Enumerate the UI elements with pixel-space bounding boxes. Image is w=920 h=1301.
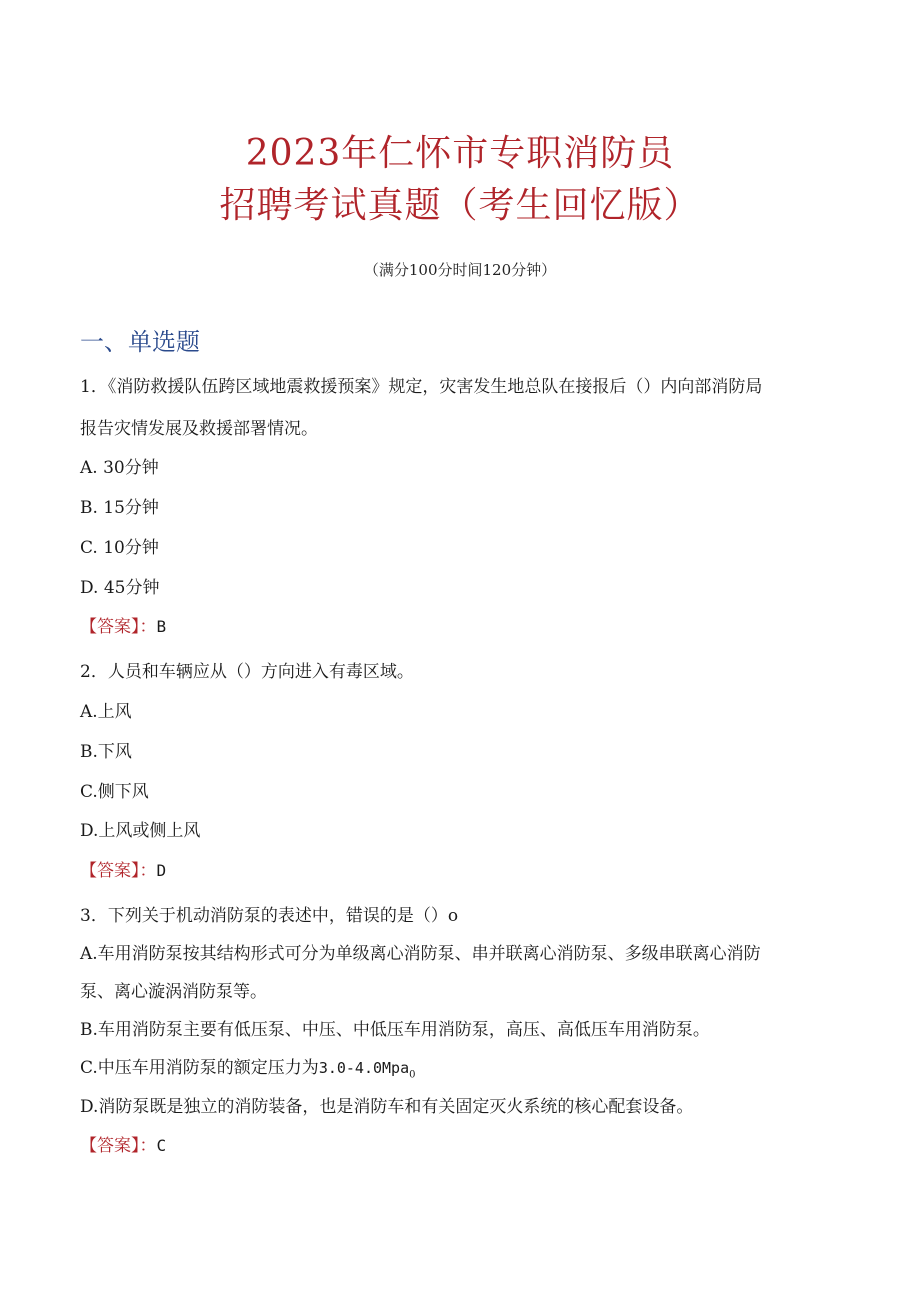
question-2-option-b: B.下风: [80, 742, 132, 762]
question-2-option-c: C.侧下风: [80, 782, 149, 802]
option-c-pressure: 3.0-4.0Mpa: [318, 1059, 410, 1077]
answer-value: D: [156, 861, 167, 880]
question-1-option-d: D. 45分钟: [80, 578, 160, 598]
answer-label: 【答案】：: [80, 617, 157, 637]
page-title-line-2: 招聘考试真题（考生回忆版）: [219, 185, 701, 226]
section-heading: 一、单选题: [80, 328, 200, 356]
question-3-text: 3．下列关于机动消防泵的表述中，错误的是（）o: [80, 906, 459, 926]
option-c-suffix: 0: [409, 1069, 416, 1081]
question-2-text: 2．人员和车辆应从（）方向进入有毒区域。: [80, 662, 414, 682]
page-title-line-1: 2023年仁怀市专职消防员: [245, 133, 675, 174]
answer-value: C: [156, 1136, 167, 1155]
question-3-option-c: [80, 1060, 416, 1080]
exam-info: （满分100分时间120分钟）: [363, 261, 557, 279]
question-1-answer: [80, 619, 166, 636]
question-2-answer: [80, 863, 166, 880]
question-2-option-a: A.上风: [80, 702, 132, 722]
question-1-option-a: A. 30分钟: [80, 458, 159, 478]
question-3-option-b: B.车用消防泵主要有低压泵、中压、中低压车用消防泵，高压、高低压车用消防泵。: [80, 1020, 710, 1040]
question-3-option-a-line-2: 泵、离心漩涡消防泵等。: [80, 982, 267, 1002]
question-3-option-d: D.消防泵既是独立的消防装备，也是消防车和有关固定灭火系统的核心配套设备。: [80, 1097, 694, 1117]
question-3-answer: [80, 1138, 166, 1155]
option-c-text: C.中压车用消防泵的额定压力为: [80, 1058, 319, 1078]
question-1-text-line-1: 1．《消防救援队伍跨区域地震救援预案》规定，灾害发生地总队在接报后（）内向部消防局: [80, 377, 763, 397]
question-2-option-d: D.上风或侧上风: [80, 821, 201, 841]
answer-value: B: [156, 617, 167, 636]
question-3-option-a-line-1: A.车用消防泵按其结构形式可分为单级离心消防泵、串并联离心消防泵、多级串联离心消防: [80, 944, 761, 964]
question-1-text-line-2: 报告灾情发展及救援部署情况。: [80, 419, 318, 439]
question-1-option-c: C. 10分钟: [80, 538, 159, 558]
answer-label: 【答案】：: [80, 861, 157, 881]
answer-label: 【答案】：: [80, 1136, 157, 1156]
question-1-option-b: B. 15分钟: [80, 498, 159, 518]
